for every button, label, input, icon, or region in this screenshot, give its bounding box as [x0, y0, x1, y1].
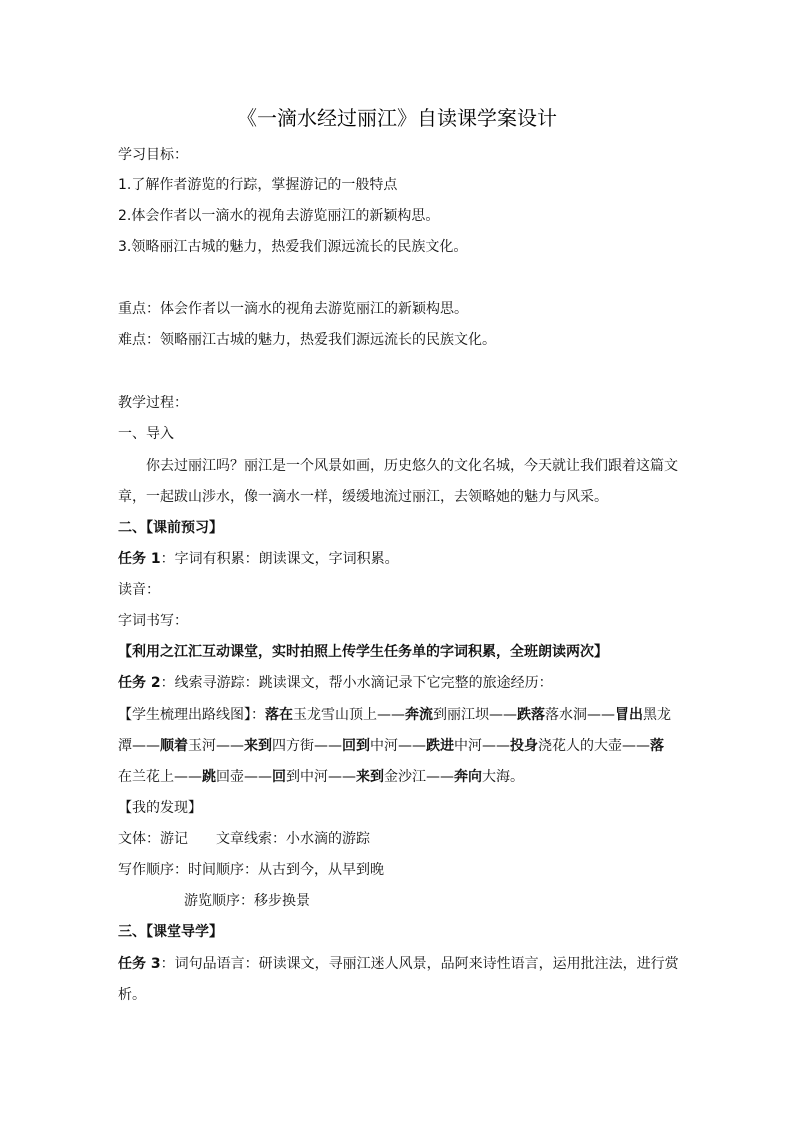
route-segment: 跌落: [517, 707, 545, 723]
route-segment: 投身: [510, 738, 538, 754]
route-line-1: [118, 705, 678, 725]
route-segment: 落: [650, 738, 664, 754]
route-segment: 回壶——: [216, 769, 272, 785]
route-lead: 【学生梳理出路线图】：: [118, 707, 265, 723]
route-segment: 冒出: [615, 707, 643, 723]
route-segment: 黑龙: [643, 707, 671, 723]
difficult-point: 难点：领略丽江古城的魅力，热爱我们源远流长的民族文化。: [118, 332, 496, 348]
route-segment: 到中河——: [286, 769, 356, 785]
route-segment: 玉河——: [188, 738, 244, 754]
route-segment: 浇花人的大壶——: [538, 738, 650, 754]
task3-line1: [118, 954, 678, 974]
route-segment: 金沙江——: [384, 769, 454, 785]
route-segment: 到丽江坝——: [433, 707, 517, 723]
article-clue: 文章线索：小水滴的游踪: [216, 831, 370, 847]
route-segment: 落水洞——: [545, 707, 615, 723]
section3-heading: 三、【课堂导学】: [118, 924, 223, 940]
route-segment: 奔流: [405, 707, 433, 723]
route-segment: 中河——: [370, 738, 426, 754]
task3-text: ：词句品语言：研读课文，寻丽江迷人风景，品阿来诗性语言，运用批注法，进行赏: [160, 956, 679, 972]
genre: 文体：游记: [118, 831, 188, 847]
route-line-2: [118, 736, 678, 756]
route-segment: 跳: [202, 769, 216, 785]
task1-label: 任务 1: [118, 551, 161, 567]
section2-heading: 二、【课前预习】: [118, 520, 223, 536]
task3-line2: 析。: [118, 987, 146, 1003]
route-segment: 来到: [244, 738, 272, 754]
route-segment: 来到: [356, 769, 384, 785]
key-point: 重点：体会作者以一滴水的视角去游览丽江的新颖构思。: [118, 301, 468, 317]
objective-item-2: 2.体会作者以一滴水的视角去游览丽江的新颖构思。: [118, 208, 440, 224]
route-segment: 潭——: [118, 738, 160, 754]
task1: [118, 549, 678, 569]
task2-label: 任务 2: [118, 675, 161, 691]
route-line-3: [118, 767, 678, 787]
document-title: 《一滴水经过丽江》自读课学案设计: [237, 106, 557, 130]
interactive-note: 【利用之江汇互动课堂，实时拍照上传学生任务单的字词积累，全班朗读两次】: [118, 644, 608, 660]
route-segments-1: [265, 707, 671, 723]
route-segment: 跌进: [426, 738, 454, 754]
objectives-heading: 学习目标：: [118, 147, 188, 163]
task1-text: ：字词有积累：朗读课文，字词积累。: [160, 551, 399, 567]
intro-paragraph-line1: 你去过丽江吗？丽江是一个风景如画，历史悠久的文化名城，今天就让我们跟着这篇文: [146, 458, 678, 474]
intro-paragraph-line2: 章，一起跋山涉水，像一滴水一样，缓缓地流过丽江，去领略她的魅力与风采。: [118, 489, 608, 505]
route-segment: 玉龙雪山顶上——: [293, 707, 405, 723]
task3-label: 任务 3: [118, 956, 161, 972]
route-segment: 顺着: [160, 738, 188, 754]
section1-heading: 一、导入: [118, 426, 174, 442]
route-segment: 奔向: [454, 769, 482, 785]
route-segment: 回: [272, 769, 286, 785]
route-segment: 在兰花上——: [118, 769, 202, 785]
route-segment: 四方街——: [272, 738, 342, 754]
route-segment: 中河——: [454, 738, 510, 754]
reading-label: 读音：: [118, 582, 160, 598]
discovery-heading: 【我的发现】: [118, 800, 202, 816]
process-heading: 教学过程：: [118, 395, 188, 411]
task2: [118, 673, 678, 693]
objective-item-1: 1.了解作者游览的行踪，掌握游记的一般特点: [118, 177, 398, 193]
route-segment: 回到: [342, 738, 370, 754]
writing-label: 字词书写：: [118, 613, 188, 629]
objective-item-3: 3.领略丽江古城的魅力，热爱我们源远流长的民族文化。: [118, 239, 468, 255]
route-segment: 大海。: [482, 769, 524, 785]
tour-order: 游览顺序：移步换景: [184, 893, 310, 909]
task2-text: ：线索寻游踪：跳读课文，帮小水滴记录下它完整的旅途经历：: [160, 675, 553, 691]
route-segment: 落在: [265, 707, 293, 723]
writing-order: 写作顺序：时间顺序：从古到今，从早到晚: [118, 862, 384, 878]
genre-clue-line: [118, 829, 678, 849]
